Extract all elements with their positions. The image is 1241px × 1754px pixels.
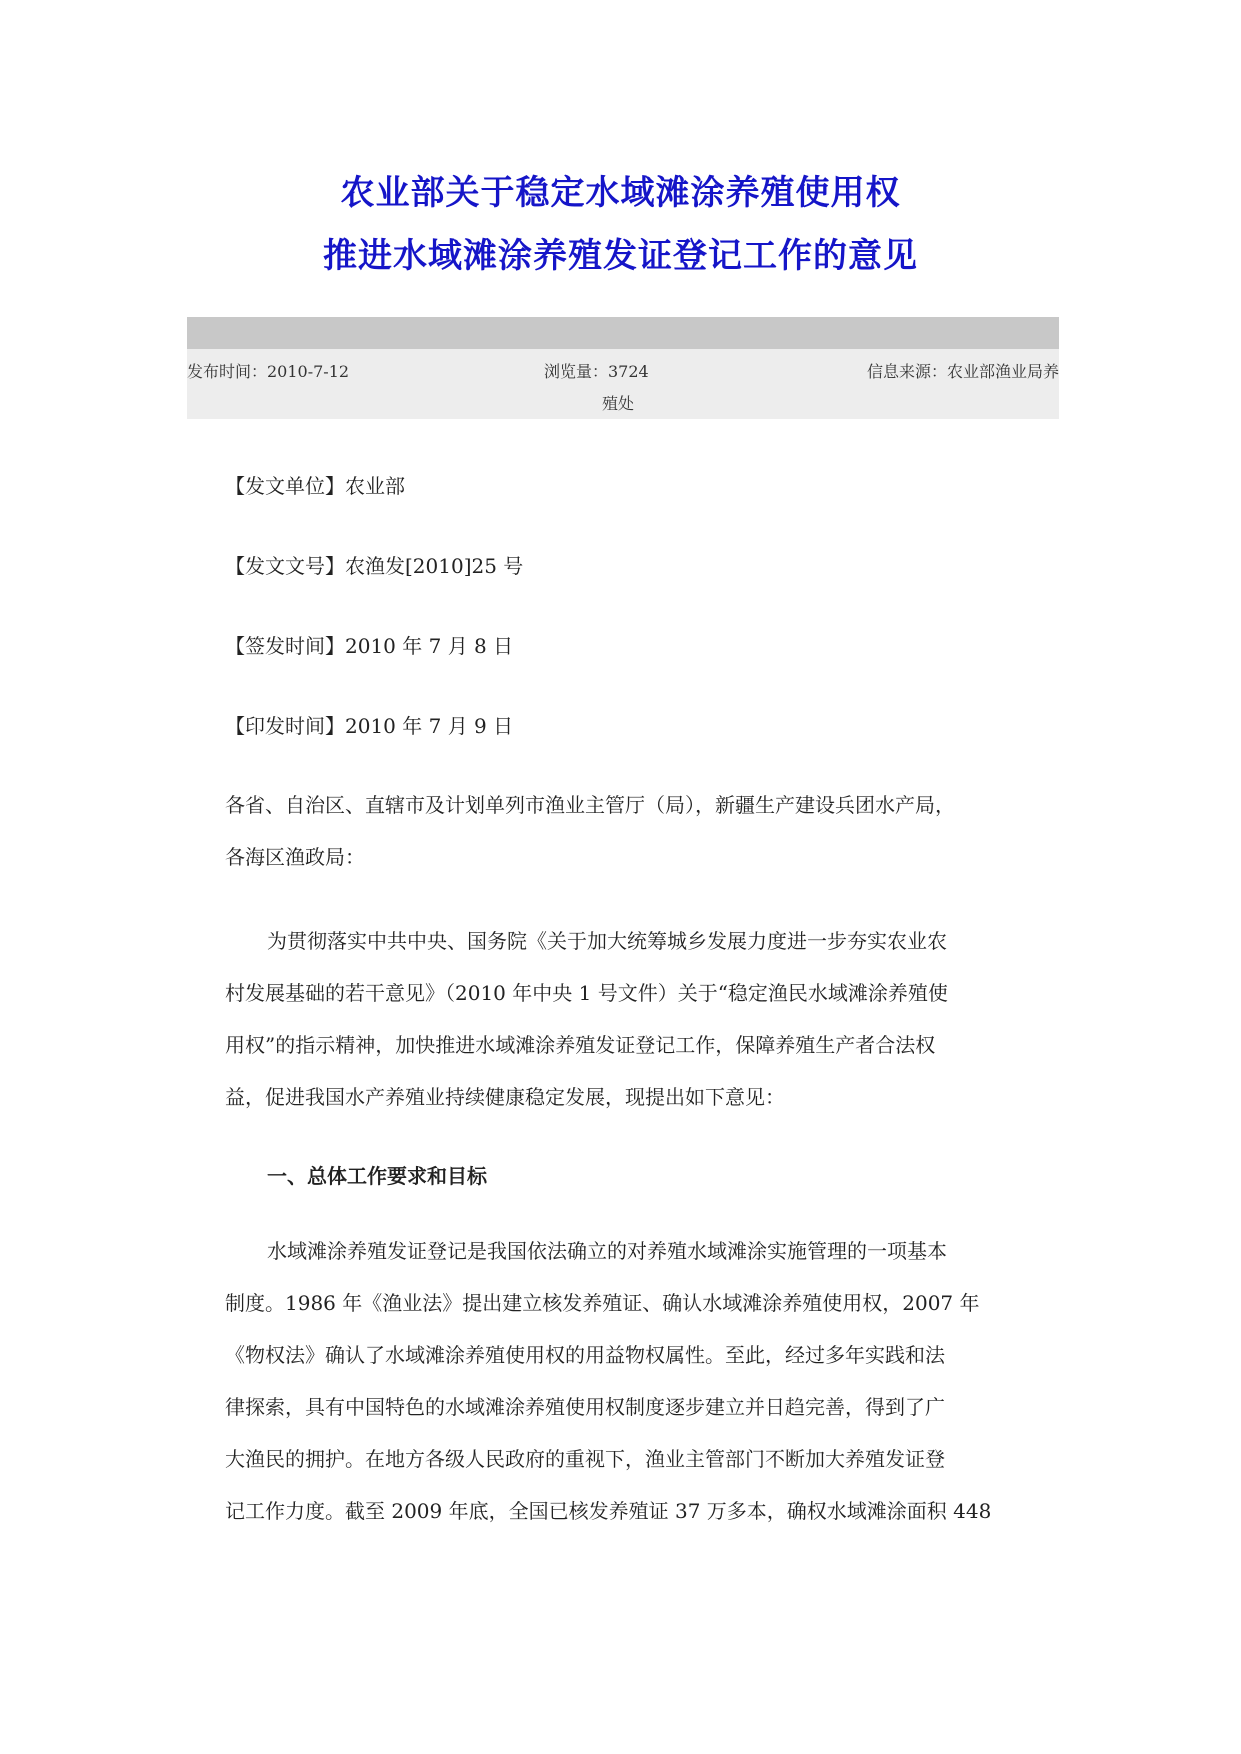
- text-line: 为贯彻落实中共中央、国务院《关于加大统筹城乡发展力度进一步夯实农业农: [267, 929, 947, 953]
- info-source-continued: 殖处: [602, 394, 635, 413]
- text-line: 记工作力度。截至 2009 年底，全国已核发养殖证 37 万多本，确权水域滩涂面积 448: [225, 1499, 992, 1523]
- document-title-line-2: 推进水域滩涂养殖发证登记工作的意见: [323, 236, 918, 276]
- meta-info-panel: [187, 349, 1059, 419]
- publish-time: 发布时间：2010-7-12: [187, 362, 350, 381]
- info-source: 信息来源：农业部渔业局养: [866, 362, 1059, 381]
- signing-date: 【签发时间】2010 年 7 月 8 日: [225, 634, 514, 658]
- text-line: 大渔民的拥护。在地方各级人民政府的重视下，渔业主管部门不断加大养殖发证登: [225, 1447, 945, 1471]
- intro-paragraph: [225, 915, 1025, 1123]
- section-heading: 一、总体工作要求和目标: [267, 1164, 487, 1188]
- text-line: 各省、自治区、直辖市及计划单列市渔业主管厅（局），新疆生产建设兵团水产局，: [225, 793, 955, 817]
- text-line: 村发展基础的若干意见》（2010 年中央 1 号文件）关于“稳定渔民水域滩涂养殖使: [225, 981, 948, 1005]
- issuing-unit: 【发文单位】农业部: [225, 474, 405, 498]
- document-number: 【发文文号】农渔发[2010]25 号: [225, 554, 524, 578]
- text-line: 《物权法》确认了水域滩涂养殖使用权的用益物权属性。至此，经过多年实践和法: [225, 1343, 945, 1367]
- document-title-line-1: 农业部关于稳定水域滩涂养殖使用权: [340, 173, 901, 213]
- text-line: 律探索，具有中国特色的水域滩涂养殖使用权制度逐步建立并日趋完善，得到了广: [225, 1395, 945, 1419]
- text-line: 用权”的指示精神，加快推进水域滩涂养殖发证登记工作，保障养殖生产者合法权: [225, 1033, 936, 1057]
- text-line: 水域滩涂养殖发证登记是我国依法确立的对养殖水域滩涂实施管理的一项基本: [267, 1239, 947, 1263]
- text-line: 制度。1986 年《渔业法》提出建立核发养殖证、确认水域滩涂养殖使用权，2007 年: [225, 1291, 980, 1315]
- view-count: 浏览量：3724: [544, 362, 649, 381]
- text-line: 各海区渔政局：: [225, 845, 365, 869]
- text-line: 益，促进我国水产养殖业持续健康稳定发展，现提出如下意见：: [225, 1085, 785, 1109]
- printing-date: 【印发时间】2010 年 7 月 9 日: [225, 714, 514, 738]
- meta-header-bar: [187, 317, 1059, 349]
- addressee-paragraph: [225, 779, 1025, 883]
- body-paragraph: [225, 1225, 1025, 1537]
